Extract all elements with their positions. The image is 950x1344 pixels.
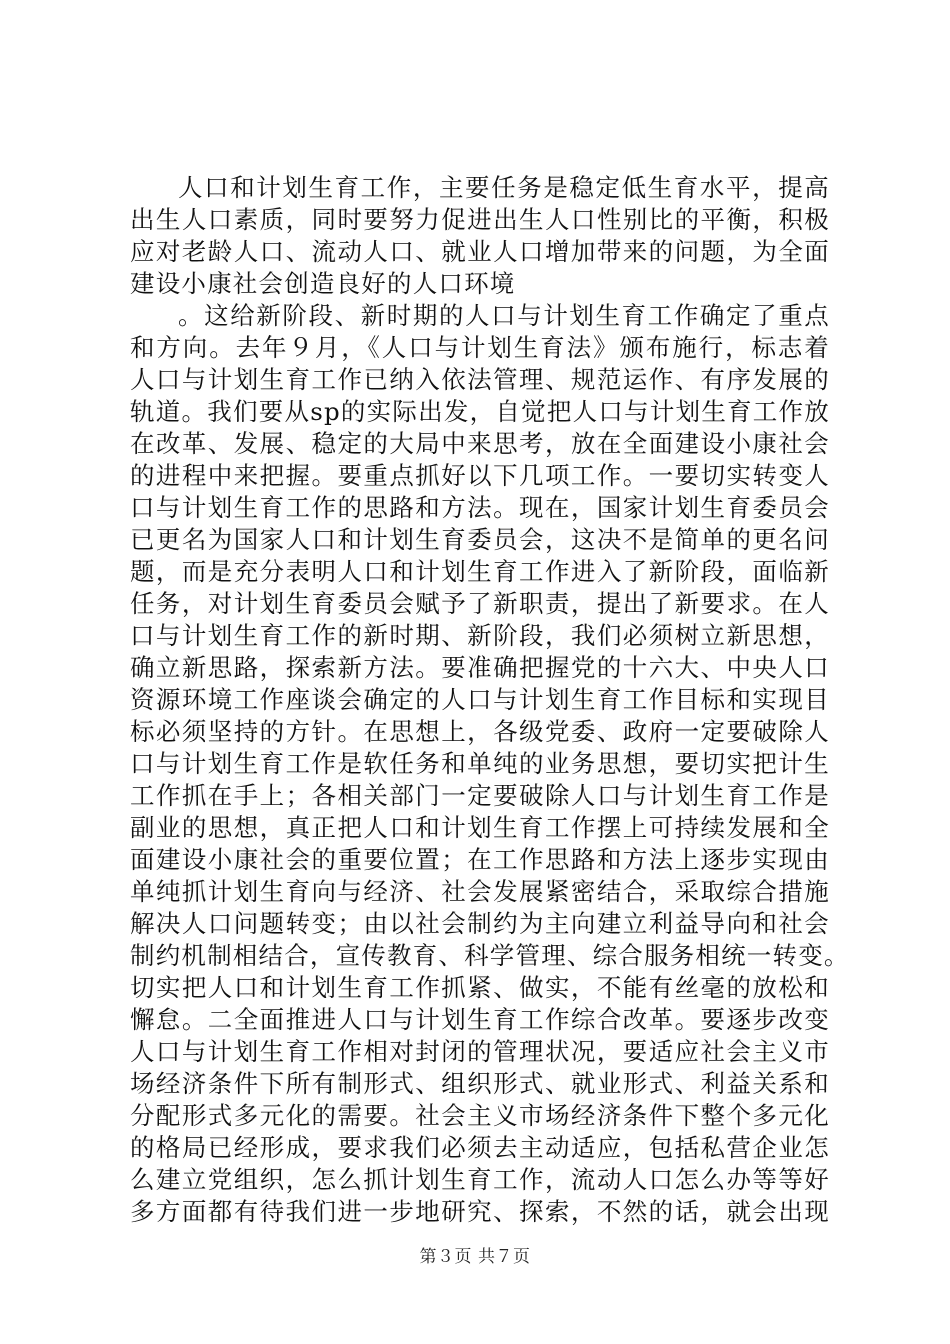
text-line: 的进程中来把握。要重点抓好以下几项工作。一要切实转变人 [130,461,830,490]
paragraph-1 [130,172,830,300]
text-line: 标必须坚持的方针。在思想上，各级党委、政府一定要破除人 [130,717,830,746]
text-line: 确立新思路，探索新方法。要准确把握党的十六大、中央人口 [130,653,830,682]
text-line: 任务，对计划生育委员会赋予了新职责，提出了新要求。在人 [130,589,830,618]
text-line: 副业的思想，真正把人口和计划生育工作摆上可持续发展和全 [130,813,830,842]
text-line: 单纯抓计划生育向与经济、社会发展紧密结合，采取综合措施 [130,877,830,906]
text-line: 懈怠。二全面推进人口与计划生育工作综合改革。要逐步改变 [130,1005,830,1034]
text-line: 解决人口问题转变；由以社会制约为主向建立利益导向和社会 [130,909,830,938]
paragraph-2 [130,300,850,1228]
text-line: 和方向。去年９月，《人口与计划生育法》颁布施行，标志着 [130,333,830,362]
text-line: 轨道。我们要从sp的实际出发，自觉把人口与计划生育工作放 [130,397,830,426]
text-line: 出生人口素质，同时要努力促进出生人口性别比的平衡，积极 [130,205,830,234]
text-line: 的格局已经形成，要求我们必须去主动适应，包括私营企业怎 [130,1133,830,1162]
text-line: 人口与计划生育工作相对封闭的管理状况，要适应社会主义市 [130,1037,830,1066]
page-number-footer: 第３页 共７页 [419,1247,531,1267]
text-line: 口与计划生育工作的新时期、新阶段，我们必须树立新思想， [130,621,830,650]
text-line: 场经济条件下所有制形式、组织形式、就业形式、利益关系和 [130,1069,830,1098]
text-line: 分配形式多元化的需要。社会主义市场经济条件下整个多元化 [130,1101,830,1130]
text-line: 应对老龄人口、流动人口、就业人口增加带来的问题，为全面 [130,237,830,266]
text-line: 多方面都有待我们进一步地研究、探索，不然的话，就会出现 [130,1197,830,1226]
text-line: 在改革、发展、稳定的大局中来思考，放在全面建设小康社会 [130,429,830,458]
text-line: 制约机制相结合，宣传教育、科学管理、综合服务相统一转变。 [130,941,850,970]
text-line: 已更名为国家人口和计划生育委员会，这决不是简单的更名问 [130,525,830,554]
text-line: 。这给新阶段、新时期的人口与计划生育工作确定了重点 [178,301,830,330]
text-line: 面建设小康社会的重要位置；在工作思路和方法上逐步实现由 [130,845,830,874]
text-line: 么建立党组织，怎么抓计划生育工作，流动人口怎么办等等好 [130,1165,830,1194]
text-line: 工作抓在手上；各相关部门一定要破除人口与计划生育工作是 [130,781,830,810]
text-line: 切实把人口和计划生育工作抓紧、做实，不能有丝毫的放松和 [130,973,830,1002]
text-line: 人口和计划生育工作，主要任务是稳定低生育水平，提高 [178,173,830,202]
text-line: 建设小康社会创造良好的人口环境 [130,269,516,298]
text-line: 题，而是充分表明人口和计划生育工作进入了新阶段，面临新 [130,557,830,586]
text-line: 口与计划生育工作的思路和方法。现在，国家计划生育委员会 [130,493,830,522]
text-line: 口与计划生育工作是软任务和单纯的业务思想，要切实把计生 [130,749,830,778]
document-body [130,172,850,1228]
text-line: 资源环境工作座谈会确定的人口与计划生育工作目标和实现目 [130,685,830,714]
text-line: 人口与计划生育工作已纳入依法管理、规范运作、有序发展的 [130,365,830,394]
